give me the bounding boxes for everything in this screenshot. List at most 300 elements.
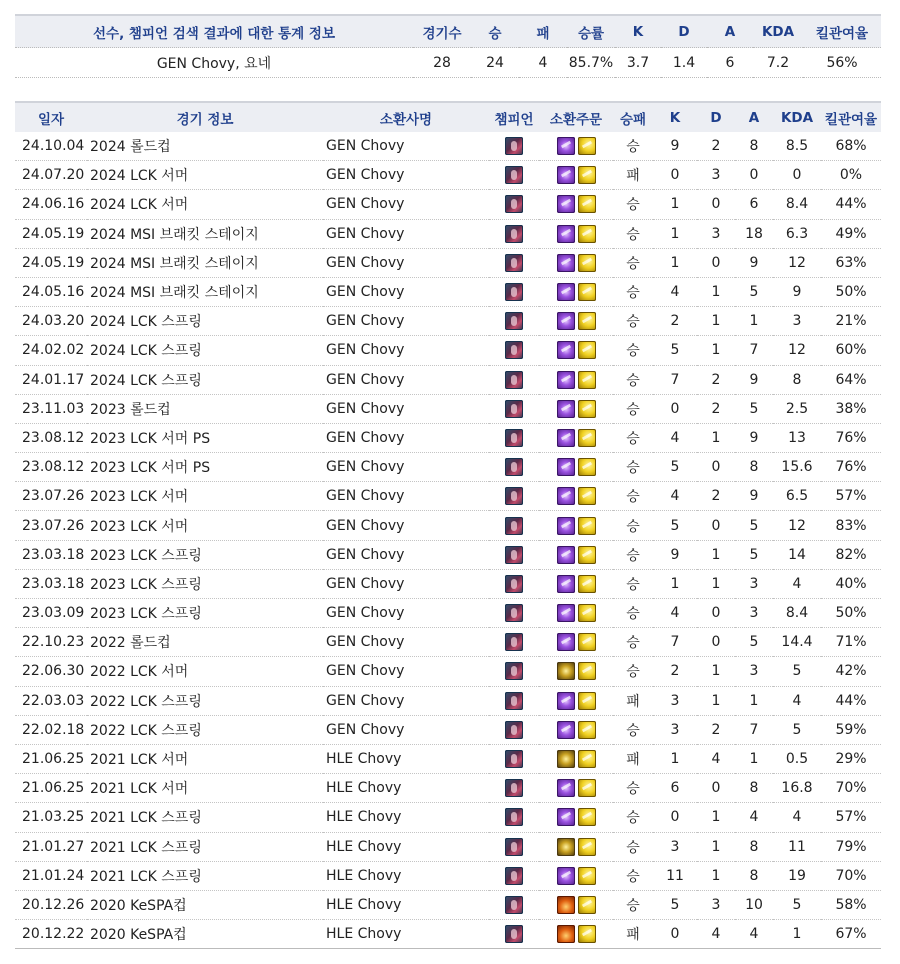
flash-purple-spell-icon[interactable] <box>557 283 575 301</box>
summoner-cell[interactable]: GEN Chovy <box>323 482 489 511</box>
yone-champion-icon[interactable] <box>505 487 523 505</box>
result-cell: 승 <box>613 832 653 861</box>
summary-losses-header: 패 <box>519 15 567 48</box>
summoner-cell[interactable]: GEN Chovy <box>323 657 489 686</box>
a-cell: 0 <box>735 161 773 190</box>
yone-champion-icon[interactable] <box>505 371 523 389</box>
a-cell: 18 <box>735 219 773 248</box>
summary-winrate: 85.7% <box>568 54 614 71</box>
kda-cell: 3 <box>773 307 821 336</box>
match-cell[interactable]: 2021 LCK 스프링 <box>87 832 323 861</box>
date-cell: 24.03.20 <box>15 307 87 336</box>
a-cell: 1 <box>735 307 773 336</box>
a-cell: 5 <box>735 628 773 657</box>
kp-cell: 70% <box>821 774 881 803</box>
summoner-cell[interactable]: GEN Chovy <box>323 307 489 336</box>
match-cell[interactable]: 2022 LCK 스프링 <box>87 686 323 715</box>
kp-cell: 79% <box>821 832 881 861</box>
summary-wins-header: 승 <box>471 15 519 48</box>
date-cell: 21.01.24 <box>15 861 87 890</box>
summoner-cell[interactable]: GEN Chovy <box>323 336 489 365</box>
d-cell: 0 <box>697 190 735 219</box>
date-cell: 23.08.12 <box>15 423 87 452</box>
teleport-spell-icon[interactable] <box>557 838 575 856</box>
yone-champion-icon[interactable] <box>505 867 523 885</box>
result-cell: 승 <box>613 132 653 161</box>
kp-header[interactable]: 킬관여율 <box>821 102 881 132</box>
spells-cell <box>539 394 613 423</box>
date-cell: 24.05.19 <box>15 248 87 277</box>
k-cell: 6 <box>653 774 697 803</box>
match-cell[interactable]: 2021 LCK 서머 <box>87 744 323 773</box>
spells-cell <box>539 686 613 715</box>
flash-yellow-spell-icon[interactable] <box>578 633 596 651</box>
spells-cell <box>539 219 613 248</box>
kda-cell: 0 <box>773 161 821 190</box>
kp-cell: 57% <box>821 803 881 832</box>
flash-purple-spell-icon[interactable] <box>557 166 575 184</box>
d-cell: 3 <box>697 219 735 248</box>
champion-header[interactable]: 챔피언 <box>489 102 539 132</box>
result-cell: 승 <box>613 540 653 569</box>
yone-champion-icon[interactable] <box>505 575 523 593</box>
flash-yellow-spell-icon[interactable] <box>578 312 596 330</box>
match-cell[interactable]: 2024 LCK 스프링 <box>87 365 323 394</box>
flash-yellow-spell-icon[interactable] <box>578 400 596 418</box>
flash-purple-spell-icon[interactable] <box>557 429 575 447</box>
yone-champion-icon[interactable] <box>505 312 523 330</box>
champion-cell <box>489 482 539 511</box>
spells-cell <box>539 423 613 452</box>
summoner-cell[interactable]: GEN Chovy <box>323 511 489 540</box>
yone-champion-icon[interactable] <box>505 604 523 622</box>
yone-champion-icon[interactable] <box>505 166 523 184</box>
kda-cell: 12 <box>773 511 821 540</box>
date-cell: 24.07.20 <box>15 161 87 190</box>
flash-yellow-spell-icon[interactable] <box>578 925 596 943</box>
date-cell: 23.03.09 <box>15 599 87 628</box>
summoner-cell[interactable]: GEN Chovy <box>323 219 489 248</box>
date-cell: 24.01.17 <box>15 365 87 394</box>
kp-cell: 44% <box>821 190 881 219</box>
spells-cell <box>539 599 613 628</box>
d-cell: 2 <box>697 365 735 394</box>
teleport-spell-icon[interactable] <box>557 750 575 768</box>
flash-purple-spell-icon[interactable] <box>557 721 575 739</box>
champion-cell <box>489 774 539 803</box>
kda-cell: 12 <box>773 336 821 365</box>
d-cell: 2 <box>697 394 735 423</box>
yone-champion-icon[interactable] <box>505 429 523 447</box>
flash-purple-spell-icon[interactable] <box>557 371 575 389</box>
summoner-cell[interactable]: GEN Chovy <box>323 190 489 219</box>
summoner-cell[interactable]: GEN Chovy <box>323 423 489 452</box>
result-cell: 패 <box>613 161 653 190</box>
flash-yellow-spell-icon[interactable] <box>578 225 596 243</box>
a-cell: 8 <box>735 832 773 861</box>
flash-yellow-spell-icon[interactable] <box>578 546 596 564</box>
flash-yellow-spell-icon[interactable] <box>578 254 596 272</box>
match-cell[interactable]: 2022 LCK 스프링 <box>87 715 323 744</box>
yone-champion-icon[interactable] <box>505 925 523 943</box>
kp-cell: 82% <box>821 540 881 569</box>
flash-yellow-spell-icon[interactable] <box>578 341 596 359</box>
d-cell: 2 <box>697 715 735 744</box>
flash-purple-spell-icon[interactable] <box>557 195 575 213</box>
date-cell: 22.02.18 <box>15 715 87 744</box>
yone-champion-icon[interactable] <box>505 400 523 418</box>
a-header[interactable]: A <box>735 102 773 132</box>
summoner-cell[interactable]: GEN Chovy <box>323 248 489 277</box>
match-cell[interactable]: 2021 LCK 서머 <box>87 774 323 803</box>
a-cell: 9 <box>735 423 773 452</box>
k-cell: 0 <box>653 920 697 949</box>
match-cell[interactable]: 2022 LCK 서머 <box>87 657 323 686</box>
match-cell[interactable]: 2023 LCK 스프링 <box>87 540 323 569</box>
table-row <box>15 803 881 832</box>
flash-purple-spell-icon[interactable] <box>557 808 575 826</box>
summary-data-row <box>15 48 881 78</box>
match-cell[interactable]: 2022 롤드컵 <box>87 628 323 657</box>
table-row <box>15 161 881 190</box>
d-cell: 1 <box>697 803 735 832</box>
yone-champion-icon[interactable] <box>505 458 523 476</box>
table-row <box>15 132 881 161</box>
kda-cell: 5 <box>773 715 821 744</box>
date-cell: 23.07.26 <box>15 511 87 540</box>
flash-yellow-spell-icon[interactable] <box>578 750 596 768</box>
k-cell: 1 <box>653 248 697 277</box>
flash-purple-spell-icon[interactable] <box>557 312 575 330</box>
summoner-cell[interactable]: GEN Chovy <box>323 715 489 744</box>
kp-cell: 58% <box>821 890 881 919</box>
d-cell: 0 <box>697 511 735 540</box>
d-cell: 1 <box>697 540 735 569</box>
summoner-cell[interactable]: HLE Chovy <box>323 803 489 832</box>
flash-purple-spell-icon[interactable] <box>557 546 575 564</box>
date-cell: 21.03.25 <box>15 803 87 832</box>
result-cell: 패 <box>613 686 653 715</box>
flash-purple-spell-icon[interactable] <box>557 633 575 651</box>
match-cell[interactable]: 2024 LCK 서머 <box>87 161 323 190</box>
date-cell: 21.06.25 <box>15 774 87 803</box>
flash-purple-spell-icon[interactable] <box>557 137 575 155</box>
flash-yellow-spell-icon[interactable] <box>578 575 596 593</box>
flash-purple-spell-icon[interactable] <box>557 867 575 885</box>
a-cell: 9 <box>735 248 773 277</box>
yone-champion-icon[interactable] <box>505 896 523 914</box>
yone-champion-icon[interactable] <box>505 517 523 535</box>
summoner-cell[interactable]: GEN Chovy <box>323 453 489 482</box>
k-header[interactable]: K <box>653 102 697 132</box>
kda-cell: 15.6 <box>773 453 821 482</box>
ignite-spell-icon[interactable] <box>557 896 575 914</box>
flash-yellow-spell-icon[interactable] <box>578 517 596 535</box>
flash-yellow-spell-icon[interactable] <box>578 896 596 914</box>
flash-purple-spell-icon[interactable] <box>557 487 575 505</box>
flash-yellow-spell-icon[interactable] <box>578 779 596 797</box>
match-cell[interactable]: 2023 LCK 서머 PS <box>87 453 323 482</box>
summary-query: GEN Chovy, 요네 <box>156 55 272 72</box>
champion-cell <box>489 890 539 919</box>
result-cell: 승 <box>613 482 653 511</box>
k-cell: 4 <box>653 599 697 628</box>
spells-header[interactable]: 소환주문 <box>539 102 613 132</box>
summary-wins: 24 <box>486 54 504 71</box>
champion-cell <box>489 540 539 569</box>
table-row <box>15 540 881 569</box>
match-cell[interactable]: 2020 KeSPA컵 <box>87 920 323 949</box>
yone-champion-icon[interactable] <box>505 808 523 826</box>
kda-cell: 8.4 <box>773 599 821 628</box>
summoner-cell[interactable]: GEN Chovy <box>323 628 489 657</box>
flash-purple-spell-icon[interactable] <box>557 341 575 359</box>
k-cell: 4 <box>653 277 697 306</box>
match-cell[interactable]: 2023 LCK 서머 <box>87 511 323 540</box>
flash-yellow-spell-icon[interactable] <box>578 838 596 856</box>
summary-table <box>15 14 881 78</box>
k-cell: 1 <box>653 219 697 248</box>
result-cell: 승 <box>613 248 653 277</box>
kda-cell: 19 <box>773 861 821 890</box>
match-cell[interactable]: 2023 LCK 스프링 <box>87 599 323 628</box>
summoner-cell[interactable]: GEN Chovy <box>323 394 489 423</box>
summary-k-header: K <box>615 15 661 48</box>
flash-yellow-spell-icon[interactable] <box>578 487 596 505</box>
summoner-cell[interactable]: GEN Chovy <box>323 161 489 190</box>
spells-cell <box>539 803 613 832</box>
result-header[interactable]: 승패 <box>613 102 653 132</box>
a-cell: 3 <box>735 657 773 686</box>
summoner-cell[interactable]: GEN Chovy <box>323 365 489 394</box>
summoner-cell[interactable]: GEN Chovy <box>323 686 489 715</box>
match-cell[interactable]: 2024 MSI 브래킷 스테이지 <box>87 219 323 248</box>
flash-yellow-spell-icon[interactable] <box>578 662 596 680</box>
yone-champion-icon[interactable] <box>505 838 523 856</box>
match-cell[interactable]: 2021 LCK 스프링 <box>87 803 323 832</box>
champion-cell <box>489 161 539 190</box>
a-cell: 7 <box>735 336 773 365</box>
kp-cell: 76% <box>821 453 881 482</box>
result-cell: 승 <box>613 190 653 219</box>
spells-cell <box>539 890 613 919</box>
flash-yellow-spell-icon[interactable] <box>578 371 596 389</box>
champion-cell <box>489 715 539 744</box>
d-cell: 0 <box>697 599 735 628</box>
table-row <box>15 774 881 803</box>
match-cell[interactable]: 2023 LCK 서머 <box>87 482 323 511</box>
kda-cell: 14.4 <box>773 628 821 657</box>
spells-cell <box>539 307 613 336</box>
summary-header-row <box>15 15 881 48</box>
result-cell: 승 <box>613 307 653 336</box>
champion-cell <box>489 423 539 452</box>
spells-cell <box>539 277 613 306</box>
flash-yellow-spell-icon[interactable] <box>578 166 596 184</box>
champion-cell <box>489 394 539 423</box>
yone-champion-icon[interactable] <box>505 546 523 564</box>
d-cell: 2 <box>697 132 735 161</box>
result-cell: 승 <box>613 890 653 919</box>
flash-yellow-spell-icon[interactable] <box>578 429 596 447</box>
date-cell: 23.03.18 <box>15 540 87 569</box>
flash-purple-spell-icon[interactable] <box>557 779 575 797</box>
a-cell: 10 <box>735 890 773 919</box>
match-cell[interactable]: 2021 LCK 스프링 <box>87 861 323 890</box>
date-cell: 21.06.25 <box>15 744 87 773</box>
d-header[interactable]: D <box>697 102 735 132</box>
kda-cell: 1 <box>773 920 821 949</box>
match-cell[interactable]: 2024 MSI 브래킷 스테이지 <box>87 277 323 306</box>
yone-champion-icon[interactable] <box>505 195 523 213</box>
spells-cell <box>539 774 613 803</box>
table-row <box>15 861 881 890</box>
yone-champion-icon[interactable] <box>505 633 523 651</box>
match-cell[interactable]: 2024 LCK 스프링 <box>87 307 323 336</box>
summary-d-header: D <box>661 15 707 48</box>
match-cell[interactable]: 2023 LCK 스프링 <box>87 569 323 598</box>
flash-yellow-spell-icon[interactable] <box>578 867 596 885</box>
yone-champion-icon[interactable] <box>505 341 523 359</box>
yone-champion-icon[interactable] <box>505 662 523 680</box>
summoner-cell[interactable]: HLE Chovy <box>323 861 489 890</box>
summoner-cell[interactable]: HLE Chovy <box>323 744 489 773</box>
flash-purple-spell-icon[interactable] <box>557 604 575 622</box>
match-cell[interactable]: 2024 LCK 스프링 <box>87 336 323 365</box>
kp-cell: 70% <box>821 861 881 890</box>
flash-yellow-spell-icon[interactable] <box>578 692 596 710</box>
result-cell: 승 <box>613 394 653 423</box>
a-cell: 8 <box>735 453 773 482</box>
kda-cell: 6.5 <box>773 482 821 511</box>
flash-purple-spell-icon[interactable] <box>557 575 575 593</box>
kp-cell: 59% <box>821 715 881 744</box>
table-row <box>15 307 881 336</box>
kp-cell: 68% <box>821 132 881 161</box>
flash-yellow-spell-icon[interactable] <box>578 458 596 476</box>
flash-yellow-spell-icon[interactable] <box>578 137 596 155</box>
flash-yellow-spell-icon[interactable] <box>578 283 596 301</box>
d-cell: 2 <box>697 482 735 511</box>
kda-cell: 0.5 <box>773 744 821 773</box>
yone-champion-icon[interactable] <box>505 692 523 710</box>
kp-cell: 76% <box>821 423 881 452</box>
match-cell[interactable]: 2024 롤드컵 <box>87 132 323 161</box>
match-cell[interactable]: 2024 LCK 서머 <box>87 190 323 219</box>
flash-purple-spell-icon[interactable] <box>557 692 575 710</box>
result-cell: 승 <box>613 511 653 540</box>
result-cell: 승 <box>613 774 653 803</box>
a-cell: 8 <box>735 132 773 161</box>
flash-yellow-spell-icon[interactable] <box>578 195 596 213</box>
flash-purple-spell-icon[interactable] <box>557 225 575 243</box>
a-cell: 8 <box>735 774 773 803</box>
summoner-cell[interactable]: GEN Chovy <box>323 540 489 569</box>
k-cell: 0 <box>653 161 697 190</box>
match-cell[interactable]: 2024 MSI 브래킷 스테이지 <box>87 248 323 277</box>
yone-champion-icon[interactable] <box>505 225 523 243</box>
table-row <box>15 832 881 861</box>
summoner-cell[interactable]: GEN Chovy <box>323 599 489 628</box>
a-cell: 9 <box>735 365 773 394</box>
yone-champion-icon[interactable] <box>505 283 523 301</box>
summary-games: 28 <box>433 54 451 71</box>
flash-purple-spell-icon[interactable] <box>557 254 575 272</box>
result-cell: 승 <box>613 569 653 598</box>
result-cell: 승 <box>613 277 653 306</box>
d-cell: 0 <box>697 628 735 657</box>
d-cell: 1 <box>697 657 735 686</box>
summoner-cell[interactable]: HLE Chovy <box>323 774 489 803</box>
ignite-spell-icon[interactable] <box>557 925 575 943</box>
k-cell: 2 <box>653 657 697 686</box>
a-cell: 3 <box>735 569 773 598</box>
spells-cell <box>539 161 613 190</box>
teleport-spell-icon[interactable] <box>557 662 575 680</box>
summoner-cell[interactable]: HLE Chovy <box>323 890 489 919</box>
match-header[interactable]: 경기 정보 <box>87 102 323 132</box>
yone-champion-icon[interactable] <box>505 721 523 739</box>
summoner-cell[interactable]: HLE Chovy <box>323 920 489 949</box>
result-cell: 승 <box>613 657 653 686</box>
yone-champion-icon[interactable] <box>505 779 523 797</box>
yone-champion-icon[interactable] <box>505 750 523 768</box>
kda-cell: 8.5 <box>773 132 821 161</box>
d-cell: 1 <box>697 861 735 890</box>
table-row <box>15 628 881 657</box>
flash-yellow-spell-icon[interactable] <box>578 604 596 622</box>
date-cell: 23.08.12 <box>15 453 87 482</box>
summoner-cell[interactable]: HLE Chovy <box>323 832 489 861</box>
match-cell[interactable]: 2020 KeSPA컵 <box>87 890 323 919</box>
k-cell: 4 <box>653 423 697 452</box>
kp-cell: 40% <box>821 569 881 598</box>
result-cell: 승 <box>613 453 653 482</box>
kp-cell: 64% <box>821 365 881 394</box>
kda-header[interactable]: KDA <box>773 102 821 132</box>
games-header-row <box>15 102 881 132</box>
table-row <box>15 744 881 773</box>
kp-cell: 38% <box>821 394 881 423</box>
champion-cell <box>489 569 539 598</box>
flash-purple-spell-icon[interactable] <box>557 517 575 535</box>
summoner-cell[interactable]: GEN Chovy <box>323 569 489 598</box>
match-cell[interactable]: 2023 롤드컵 <box>87 394 323 423</box>
result-cell: 승 <box>613 599 653 628</box>
kp-cell: 83% <box>821 511 881 540</box>
a-cell: 4 <box>735 920 773 949</box>
match-cell[interactable]: 2023 LCK 서머 PS <box>87 423 323 452</box>
spells-cell <box>539 657 613 686</box>
table-row <box>15 920 881 949</box>
date-header[interactable]: 일자 <box>15 102 87 132</box>
summoner-cell[interactable]: GEN Chovy <box>323 132 489 161</box>
table-row <box>15 190 881 219</box>
yone-champion-icon[interactable] <box>505 137 523 155</box>
flash-purple-spell-icon[interactable] <box>557 458 575 476</box>
spells-cell <box>539 511 613 540</box>
flash-yellow-spell-icon[interactable] <box>578 721 596 739</box>
flash-yellow-spell-icon[interactable] <box>578 808 596 826</box>
summoner-cell[interactable]: GEN Chovy <box>323 277 489 306</box>
kda-cell: 11 <box>773 832 821 861</box>
kp-cell: 21% <box>821 307 881 336</box>
flash-purple-spell-icon[interactable] <box>557 400 575 418</box>
d-cell: 1 <box>697 569 735 598</box>
summoner-header[interactable]: 소환사명 <box>323 102 489 132</box>
yone-champion-icon[interactable] <box>505 254 523 272</box>
summary-kp-header: 킬관여율 <box>803 15 881 48</box>
